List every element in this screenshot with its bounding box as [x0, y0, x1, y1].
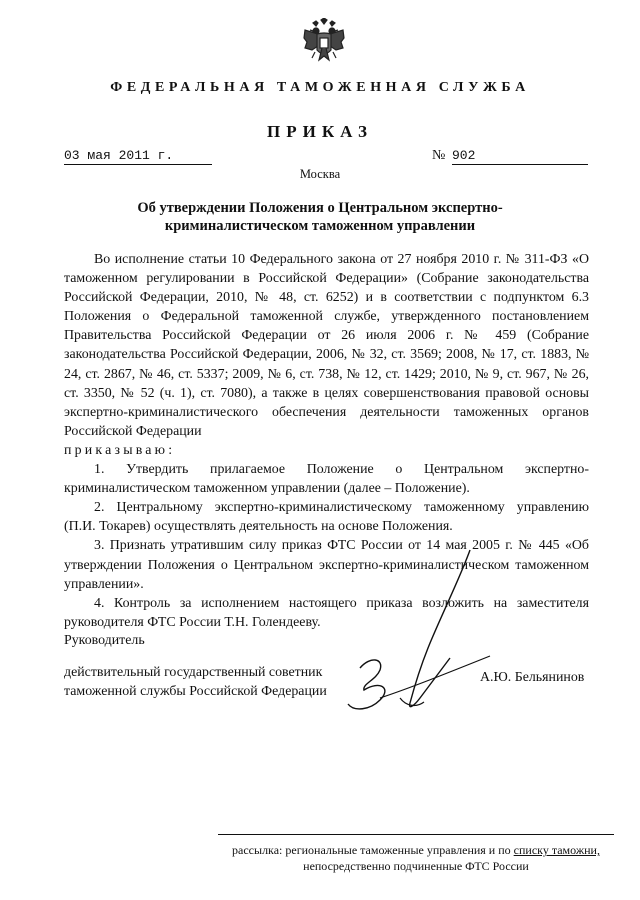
distribution-divider — [218, 834, 614, 835]
signatory-title-line-3: таможенной службы Российской Федерации — [64, 684, 327, 699]
signatory-title — [64, 631, 364, 702]
city: Москва — [299, 167, 341, 181]
order-word-text: приказываю: — [64, 442, 176, 458]
distribution-line-1 — [218, 842, 614, 858]
distribution-list — [218, 842, 614, 874]
title-line-2: криминалистическом таможенном управлении — [164, 218, 476, 234]
item-3: 3. Признать утратившим силу приказ ФТС России от 14 мая 2005 г. № 445 «Об утверждении Положения о Центральном экспертно-криминалистическом таможенном управлении». — [64, 538, 589, 592]
item-2: 2. Центральному экспертно-криминалистическому таможенному управлению (П.И. Токарев) осуществлять деятельность на основе Положения. — [64, 500, 589, 535]
agency-name: ФЕДЕРАЛЬНАЯ ТАМОЖЕННАЯ СЛУЖБА — [110, 80, 530, 95]
signatory-title-line-1: Руководитель — [64, 633, 145, 648]
document-type: ПРИКАЗ — [267, 122, 373, 141]
order-word — [64, 441, 589, 460]
signatory-name: А.Ю. Бельянинов — [480, 670, 585, 685]
order-number: 902 — [452, 148, 588, 165]
order-number-sign: № — [432, 148, 446, 163]
document-title — [100, 199, 540, 235]
distribution-prefix: рассылка: региональные таможенные управления и по — [232, 843, 514, 857]
double-headed-eagle-icon — [302, 18, 346, 68]
signatory-title-line-2: действительный государственный советник — [64, 664, 323, 680]
preamble-paragraph: Во исполнение статьи 10 Федерального закона от 27 ноября 2010 г. № 311-ФЗ «О таможенном регулировании в Российской Федерации» (Собрание законодательства Российской Федерации, 2010, № 48, ст. 6252) и в соответствии с подпунктом 6.3 Положения о Федеральной таможенной службе, утвержденного постановлением Правительства Российской Федерации от 26 июля 2006 г. № 459 (Собрание законодательства Российской Федерации, 2006, № 32, ст. 3569; 2008, № 17, ст. 1883, № 24, ст. 2867, № 46, ст. 5337; 2009, № 6, ст. 738, № 12, ст. 1429; 2010, № 9, ст. 967, № 26, ст. 3350, № 52 (ч. 1), ст. 7080), а также в целях совершенствования правовой основы экспертно-криминалистического обеспечения деятельности таможенных органов Российской Федерации — [64, 252, 589, 439]
distribution-link: списку таможни, — [513, 843, 600, 857]
item-4: 4. Контроль за исполнением настоящего приказа возложить на заместителя руководителя ФТС России Т.Н. Голендееву. — [64, 595, 589, 630]
title-line-1: Об утверждении Положения о Центральном экспертно- — [137, 200, 503, 216]
distribution-line-2: непосредственно подчиненные ФТС России — [303, 859, 529, 873]
order-date: 03 мая 2011 г. — [64, 148, 212, 165]
document-body — [64, 250, 589, 632]
item-1: 1. Утвердить прилагаемое Положение о Центральном экспертно-криминалистическом таможенном управлении (далее – Положение). — [64, 462, 589, 497]
handwritten-signature — [340, 548, 500, 723]
